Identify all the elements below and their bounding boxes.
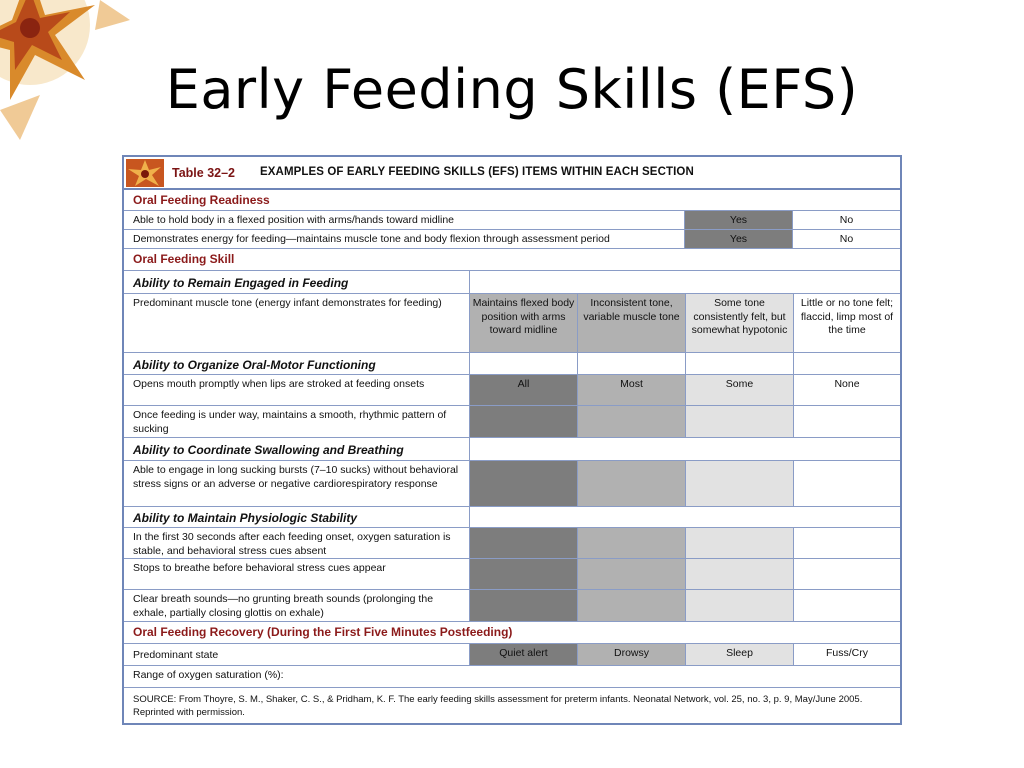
- row-label: Able to hold body in a flexed position with arms/hands toward midline: [133, 214, 455, 226]
- option-cell: Little or no tone felt; flaccid, limp most of the time: [793, 294, 900, 352]
- row-label: Once feeding is under way, maintains a smooth, rhythmic pattern of sucking: [133, 409, 447, 435]
- section-title: Oral Feeding Skill: [133, 252, 235, 266]
- option-cell: Some tone consistently felt, but somewhat hypotonic: [685, 294, 793, 352]
- option-cell: [577, 590, 685, 621]
- section-header-recovery: [124, 622, 900, 644]
- option-cell: Maintains flexed body position with arms toward midline: [469, 294, 577, 352]
- section-header-skill: [124, 249, 900, 271]
- source-note: [124, 688, 900, 723]
- empty-cell: [793, 353, 900, 374]
- row-label: Predominant muscle tone (energy infant demonstrates for feeding): [133, 297, 442, 309]
- option-cell: All: [469, 375, 577, 405]
- caption-starburst-icon: [126, 159, 164, 187]
- option-cell: [577, 461, 685, 506]
- subsection-header-oral-motor: [124, 353, 900, 375]
- option-cell: [793, 559, 900, 589]
- option-cell: [793, 461, 900, 506]
- subsection-title: Ability to Organize Oral-Motor Functioning: [133, 358, 376, 372]
- subsection-header-swallow: [124, 438, 900, 461]
- table-row: [124, 375, 900, 406]
- row-label: Opens mouth promptly when lips are stroked at feeding onsets: [133, 378, 425, 390]
- table-row: [124, 461, 900, 507]
- empty-cell: [469, 507, 900, 527]
- empty-cell: [469, 271, 900, 293]
- table-row: [124, 559, 900, 590]
- row-label: Stops to breathe before behavioral stress cues appear: [133, 562, 386, 574]
- option-cell: [469, 406, 577, 437]
- yes-cell: Yes: [684, 230, 792, 248]
- table-row: [124, 230, 900, 249]
- option-cell: [577, 406, 685, 437]
- row-label: In the first 30 seconds after each feeding onset, oxygen saturation is stable, and behavioral stress cues absent: [133, 531, 451, 557]
- table-number: Table 32–2: [172, 166, 236, 180]
- source-text: SOURCE: From Thoyre, S. M., Shaker, C. S., & Pridham, K. F. The early feeding skills assessment for preterm infants. Neonatal Network, vol. 25, no. 3, p. 9, May/June 2005. Reprinted with permission.: [133, 694, 863, 718]
- section-title: Oral Feeding Recovery (During the First Five Minutes Postfeeding): [133, 625, 513, 639]
- option-cell: [469, 528, 577, 558]
- option-cell: Drowsy: [577, 644, 685, 665]
- subsection-header-engaged: [124, 271, 900, 294]
- no-cell: No: [792, 211, 900, 229]
- subsection-header-physiologic: [124, 507, 900, 528]
- option-cell: [685, 590, 793, 621]
- option-cell: Some: [685, 375, 793, 405]
- row-label: Clear breath sounds—no grunting breath sounds (prolonging the exhale, partially closing glottis on exhale): [133, 593, 434, 619]
- option-cell: Most: [577, 375, 685, 405]
- option-cell: [685, 559, 793, 589]
- option-cell: [793, 590, 900, 621]
- table-row: [124, 666, 900, 688]
- empty-cell: [685, 353, 793, 374]
- section-header-readiness: [124, 190, 900, 211]
- no-cell: No: [792, 230, 900, 248]
- efs-table: [122, 155, 902, 725]
- option-cell: [685, 461, 793, 506]
- option-cell: Fuss/Cry: [793, 644, 900, 665]
- option-cell: [469, 590, 577, 621]
- option-cell: [793, 528, 900, 558]
- row-label: Able to engage in long sucking bursts (7–10 sucks) without behavioral stress signs or an adverse or negative cardiorespiratory response: [133, 464, 459, 490]
- empty-cell: [469, 438, 900, 460]
- row-label: Range of oxygen saturation (%):: [133, 669, 284, 681]
- table-caption: [124, 157, 900, 190]
- table-row: [124, 644, 900, 666]
- subsection-title: Ability to Remain Engaged in Feeding: [133, 276, 349, 290]
- option-cell: Quiet alert: [469, 644, 577, 665]
- table-title: EXAMPLES OF EARLY FEEDING SKILLS (EFS) ITEMS WITHIN EACH SECTION: [260, 166, 694, 178]
- option-cell: Inconsistent tone, variable muscle tone: [577, 294, 685, 352]
- row-label: Demonstrates energy for feeding—maintains muscle tone and body flexion through assessment period: [133, 233, 610, 245]
- option-cell: None: [793, 375, 900, 405]
- table-row: [124, 294, 900, 353]
- yes-cell: Yes: [684, 211, 792, 229]
- option-cell: [685, 528, 793, 558]
- table-row: [124, 211, 900, 230]
- option-cell: [793, 406, 900, 437]
- option-cell: [577, 528, 685, 558]
- empty-cell: [469, 353, 577, 374]
- row-label: Predominant state: [133, 649, 219, 661]
- empty-cell: [577, 353, 685, 374]
- option-cell: [577, 559, 685, 589]
- subsection-title: Ability to Maintain Physiologic Stability: [133, 511, 358, 525]
- table-row: [124, 528, 900, 559]
- option-cell: [685, 406, 793, 437]
- option-cell: Sleep: [685, 644, 793, 665]
- slide-title: Early Feeding Skills (EFS): [165, 58, 859, 121]
- section-title: Oral Feeding Readiness: [133, 193, 270, 207]
- table-row: [124, 590, 900, 622]
- option-cell: [469, 461, 577, 506]
- table-row: [124, 406, 900, 438]
- subsection-title: Ability to Coordinate Swallowing and Breathing: [133, 443, 404, 457]
- option-cell: [469, 559, 577, 589]
